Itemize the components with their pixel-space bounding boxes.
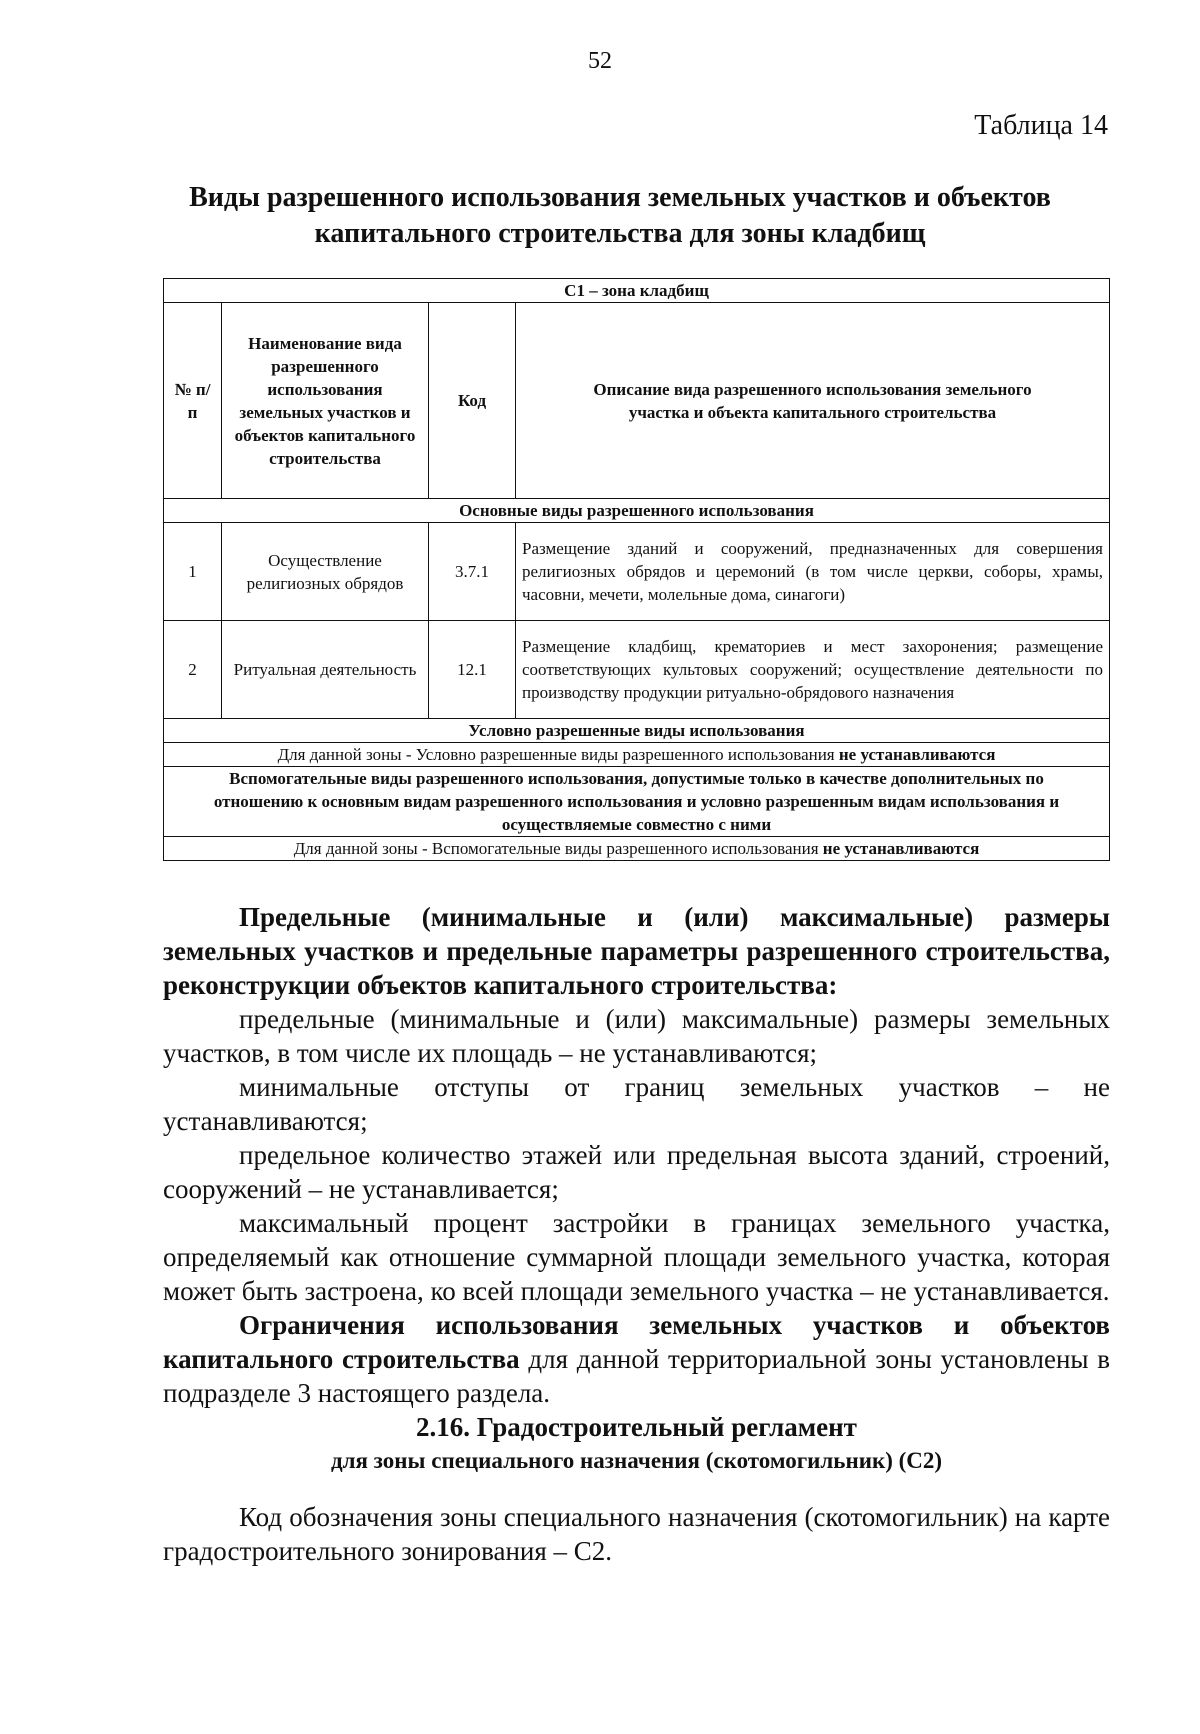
table-zone-header-row — [164, 279, 1110, 303]
paragraph-coverage: максимальный процент застройки в границах земельного участка, определяемый как отношение суммарной площади земельного участка, которая может быть застроена, ко всей площади земельного участка – не устанавливается. — [163, 1208, 1110, 1306]
table-label: Таблица 14 — [974, 110, 1108, 141]
table-title — [140, 180, 1100, 252]
column-header-number: № п/п — [164, 303, 222, 499]
conditional-note — [164, 743, 1110, 767]
row-name: Осуществление религиозных обрядов — [222, 523, 429, 621]
page-number: 52 — [588, 48, 612, 74]
restrictions-paragraph — [163, 1308, 1110, 1410]
row-description: Размещение кладбищ, крематориев и мест захоронения; размещение соответствующих культовых сооружений; осуществление деятельности по производству продукции ритуально-обрядового назначения — [516, 621, 1110, 719]
auxiliary-note-status: не устанавливаются — [822, 839, 980, 858]
spacer — [163, 1478, 1110, 1500]
section-heading: 2.16. Градостроительный регламент — [416, 1412, 857, 1442]
paragraph-plot-size: предельные (минимальные и (или) максимальные) размеры земельных участков, в том числе их площадь – не устанавливаются; — [163, 1004, 1110, 1068]
row-code: 3.7.1 — [429, 523, 516, 621]
zone-code-paragraph: Код обозначения зоны специального назначения (скотомогильник) на карте градостроительного зонирования – С2. — [163, 1502, 1110, 1566]
section-subheading: для зоны специального назначения (скотомогильник) (С2) — [330, 1448, 943, 1473]
restrictions-bold: Ограничения использования земельных участков и объектов капитального строительства — [163, 1310, 1110, 1374]
row-number: 1 — [164, 523, 222, 621]
column-header-name: Наименование вида разрешенного использования земельных участков и объектов капитального строительства — [222, 303, 429, 499]
auxiliary-note — [164, 837, 1110, 861]
zone-header: С1 – зона кладбищ — [164, 279, 1110, 303]
restrictions-plain: для данной территориальной зоны установлены в подразделе 3 настоящего раздела. — [163, 1344, 1110, 1408]
section-auxiliary-uses: Вспомогательные виды разрешенного использования, допустимые только в качестве дополнительных по отношению к основным видам разрешенного использования и условно разрешенным видам использования и осуществляемые совместно с ними — [164, 767, 1110, 837]
paragraph-setbacks: минимальные отступы от границ земельных участков – не устанавливаются; — [163, 1072, 1110, 1136]
conditional-note-row — [164, 743, 1110, 767]
section-main-uses: Основные виды разрешенного использования — [164, 499, 1110, 523]
paragraph-floors: предельное количество этажей или предельная высота зданий, строений, сооружений – не устанавливается; — [163, 1140, 1110, 1204]
section-row-auxiliary — [164, 767, 1110, 837]
zone-usage-table — [163, 278, 1110, 861]
section-row-main — [164, 499, 1110, 523]
row-name: Ритуальная деятельность — [222, 621, 429, 719]
table-title-line-2: капитального строительства для зоны кладбищ — [314, 218, 926, 249]
table-title-line-1: Виды разрешенного использования земельных участков и объектов — [189, 182, 1051, 213]
column-header-code: Код — [429, 303, 516, 499]
row-code: 12.1 — [429, 621, 516, 719]
row-description: Размещение зданий и сооружений, предназначенных для совершения религиозных обрядов и церемоний (в том числе церкви, соборы, храмы, часовни, мечети, молельные дома, синагоги) — [516, 523, 1110, 621]
limits-heading: Предельные (минимальные и (или) максимальные) размеры земельных участков и предельные параметры разрешенного строительства, реконструкции объектов капитального строительства: — [163, 902, 1110, 1000]
section-conditional-uses: Условно разрешенные виды использования — [164, 719, 1110, 743]
column-header-description: Описание вида разрешенного использования земельного участка и объекта капитального строительства — [516, 303, 1110, 499]
auxiliary-note-text: Для данной зоны - Вспомогательные виды разрешенного использования — [293, 839, 823, 858]
table-row — [164, 621, 1110, 719]
row-number: 2 — [164, 621, 222, 719]
body-text — [163, 900, 1110, 1568]
auxiliary-note-row — [164, 837, 1110, 861]
conditional-note-status: не устанавливаются — [838, 745, 996, 764]
section-row-conditional — [164, 719, 1110, 743]
conditional-note-text: Для данной зоны - Условно разрешенные виды разрешенного использования — [277, 745, 839, 764]
table-column-header-row — [164, 303, 1110, 499]
table-row — [164, 523, 1110, 621]
